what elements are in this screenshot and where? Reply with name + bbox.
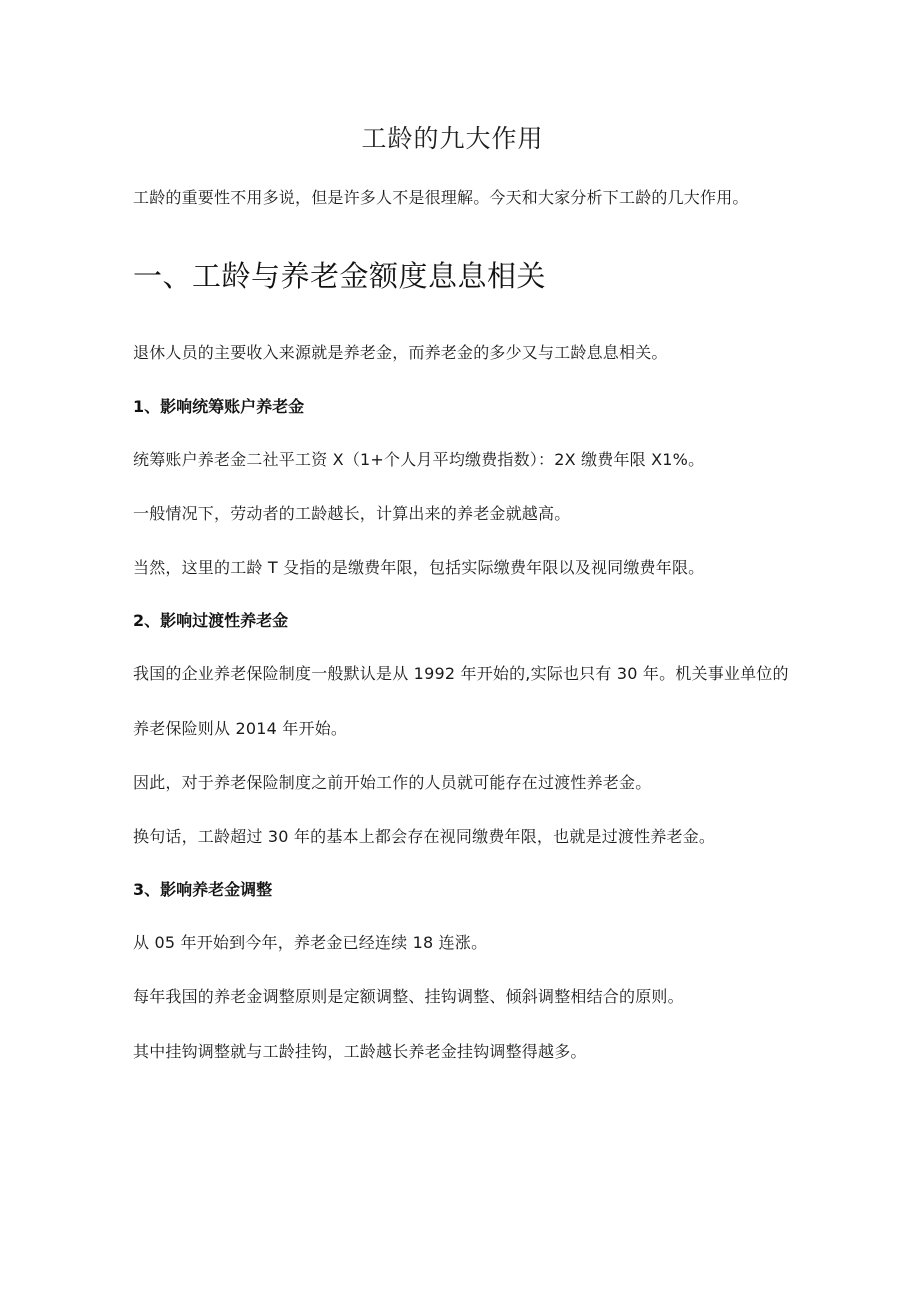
paragraph: 因此，对于养老保险制度之前开始工作的人员就可能存在过渡性养老金。 (133, 773, 652, 792)
section-heading: 一、工龄与养老金额度息息相关 (133, 259, 547, 293)
paragraph: 其中挂钩调整就与工龄挂钩，工龄越长养老金挂钩调整得越多。 (133, 1042, 587, 1061)
intro-paragraph: 工龄的重要性不用多说，但是许多人不是很理解。今天和大家分析下工龄的几大作用。 (133, 188, 749, 207)
paragraph: 一般情况下，劳动者的工龄越长，计算出来的养老金就越高。 (133, 504, 571, 523)
document-title: 工龄的九大作用 (361, 124, 544, 153)
paragraph: 当然，这里的工龄 T 殳指的是缴费年限，包括实际缴费年限以及视同缴费年限。 (133, 558, 705, 577)
paragraph: 每年我国的养老金调整原则是定额调整、挂钩调整、倾斜调整相结合的原则。 (133, 987, 684, 1006)
section-lead-paragraph: 退休人员的主要收入来源就是养老金，而养老金的多少又与工龄息息相关。 (133, 343, 668, 362)
paragraph: 养老保险则从 2014 年开始。 (133, 719, 348, 738)
paragraph: 我国的企业养老保险制度一般默认是从 1992 年开始的,实际也只有 30 年。机关事业单位的 (133, 664, 789, 683)
subsection-heading-1: 1、影响统筹账户养老金 (133, 397, 305, 416)
paragraph: 从 05 年开始到今年，养老金已经连续 18 连涨。 (133, 933, 488, 952)
subsection-heading-3: 3、影响养老金调整 (133, 880, 273, 899)
subsection-heading-2: 2、影响过渡性养老金 (133, 611, 289, 630)
paragraph: 换句话，工龄超过 30 年的基本上都会存在视同缴费年限，也就是过渡性养老金。 (133, 827, 716, 846)
formula-paragraph: 统筹账户养老金二社平工资 X（1+个人月平均缴费指数）：2X 缴费年限 X1%。 (133, 450, 705, 469)
